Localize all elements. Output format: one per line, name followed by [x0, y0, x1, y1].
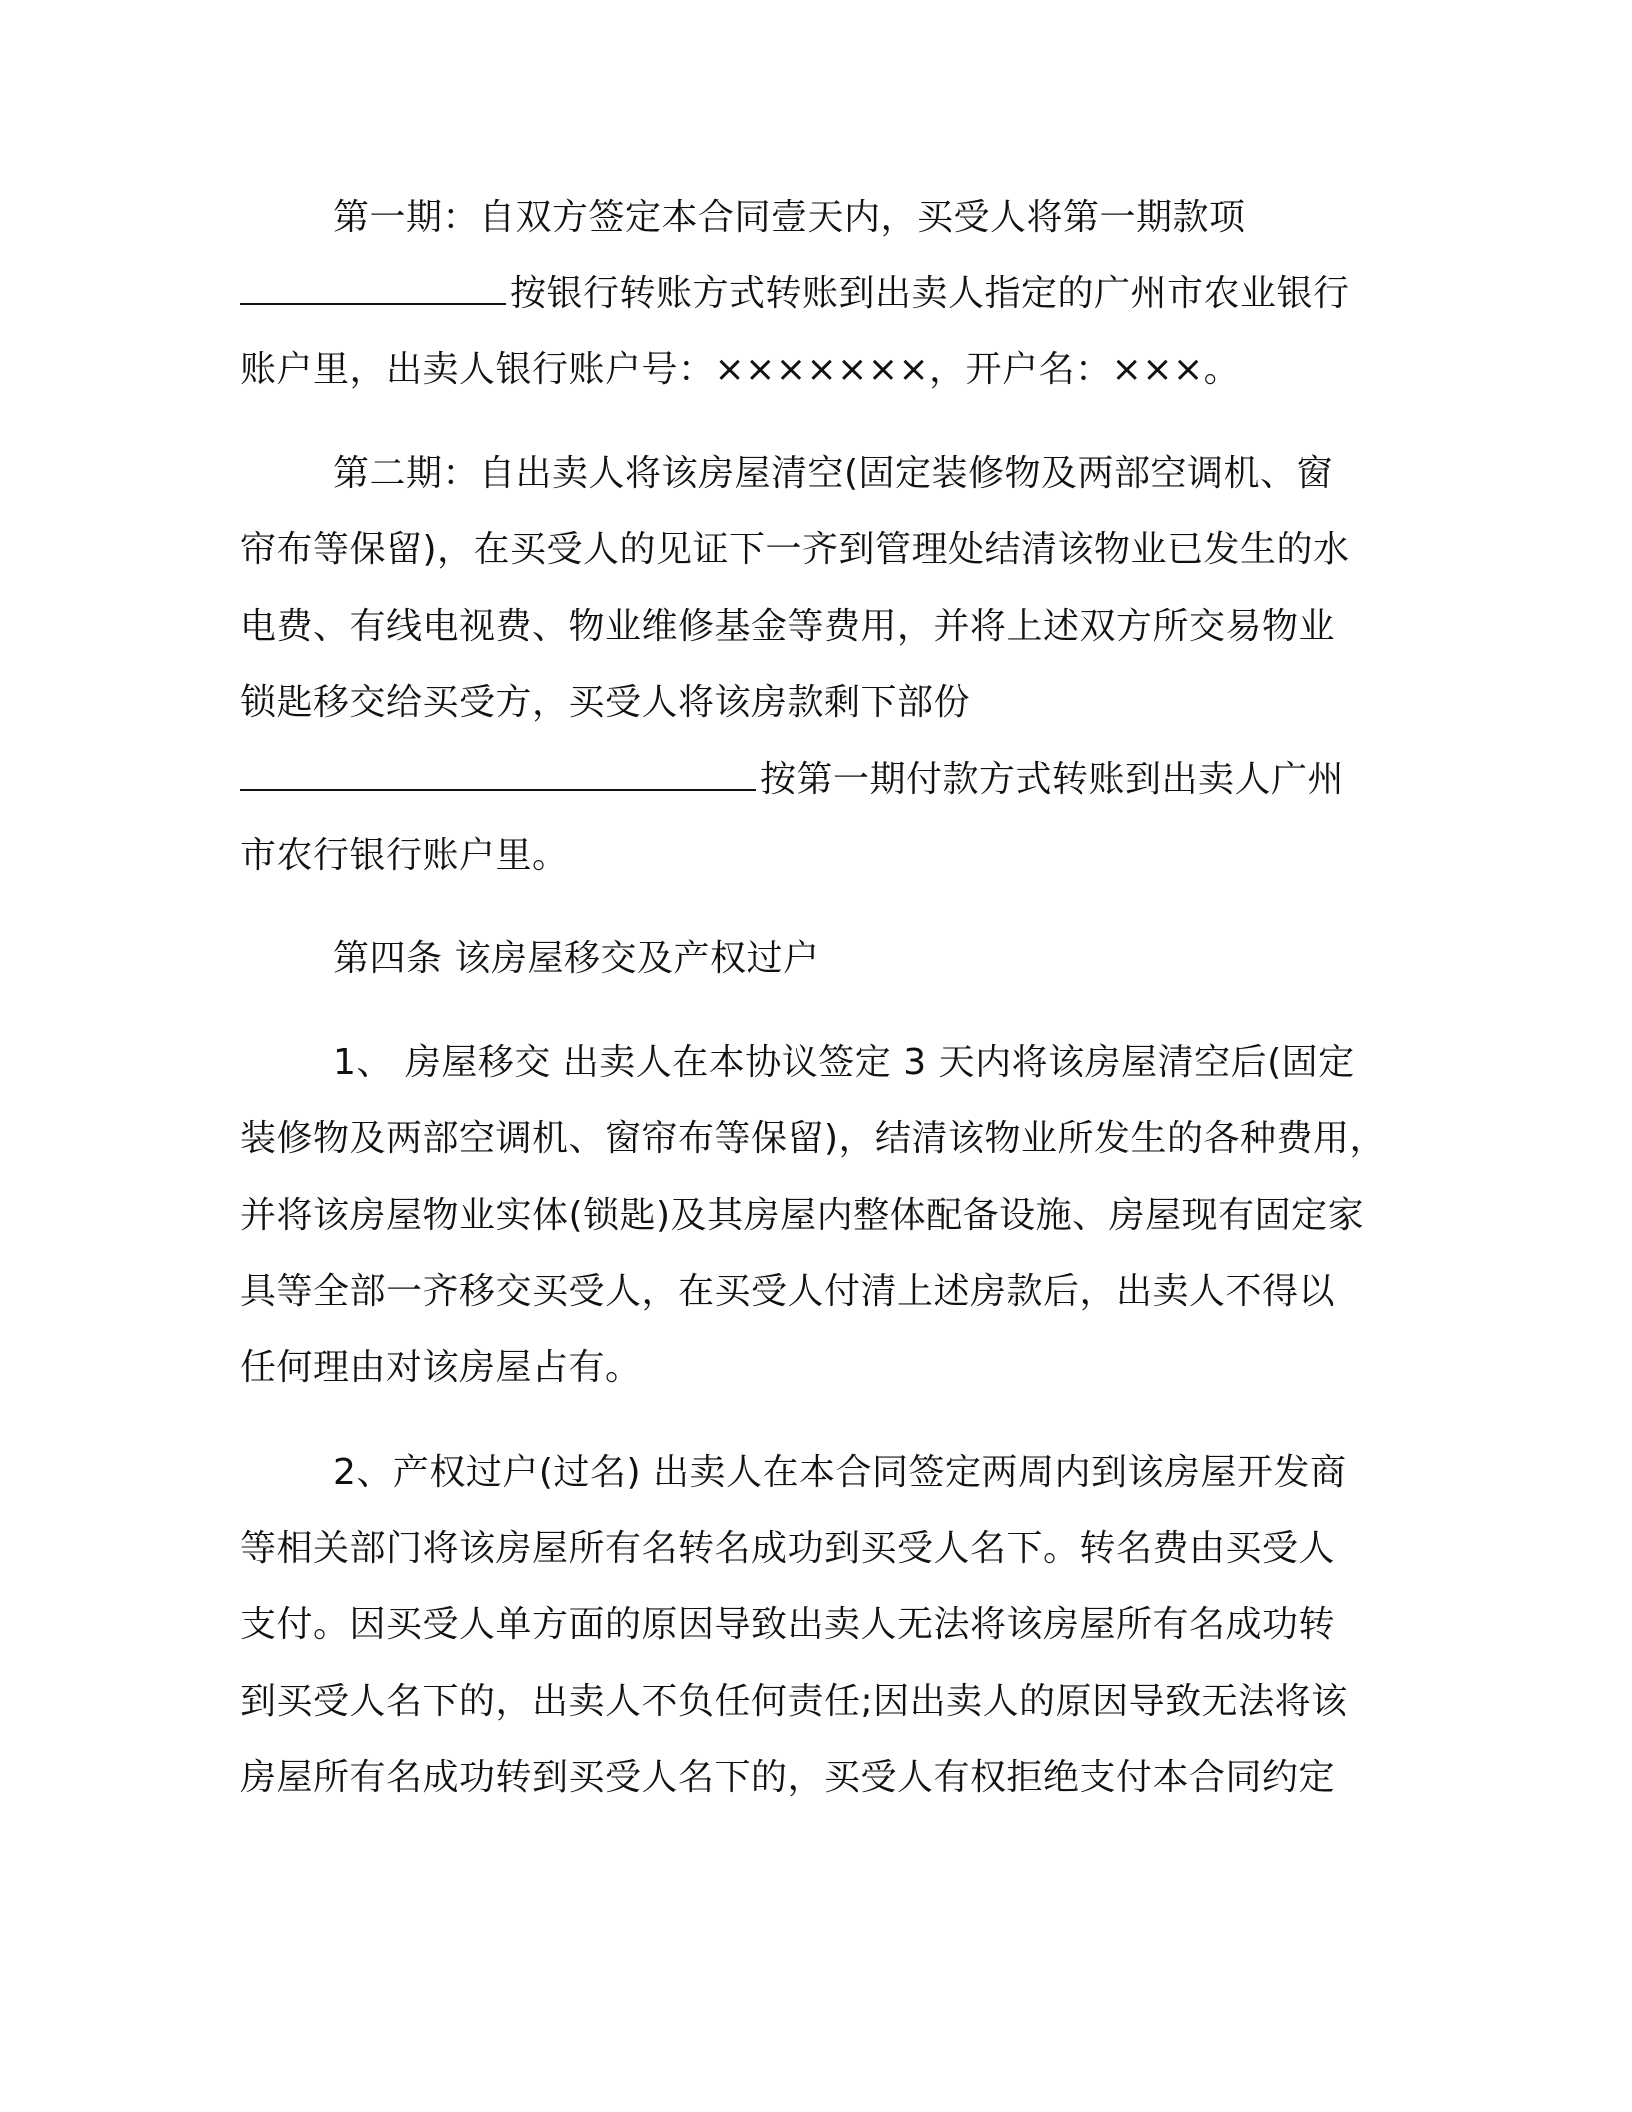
text-span: 房屋所有名成功转到买受人名下的，买受人有权拒绝支付本合同约定 — [240, 1757, 1336, 1798]
text-line — [240, 834, 569, 878]
text-span: 到买受人名下的，出卖人不负任何责任;因出卖人的原因导致无法将该 — [240, 1681, 1348, 1722]
text-span: 2、产权过户(过名) 出卖人在本合同签定两周内到该房屋开发商 — [333, 1452, 1347, 1493]
text-line — [240, 681, 970, 725]
text-line — [240, 528, 1350, 572]
text-span: 帘布等保留)，在买受人的见证下一齐到管理处结清该物业已发生的水 — [240, 529, 1350, 570]
text-span: 市农行银行账户里。 — [240, 835, 569, 876]
text-span: 支付。因买受人单方面的原因导致出卖人无法将该房屋所有名成功转 — [240, 1604, 1336, 1645]
fill-in-blank — [240, 273, 506, 305]
text-line — [240, 605, 1335, 649]
text-line — [240, 1756, 1335, 1800]
text-span: 第四条 该房屋移交及产权过户 — [333, 938, 820, 979]
text-line — [333, 1451, 1346, 1495]
text-line — [240, 1346, 642, 1390]
section-heading — [333, 937, 819, 981]
text-span: 账户里，出卖人银行账户号：×××××××，开户名：×××。 — [240, 349, 1241, 390]
text-line — [240, 1603, 1335, 1647]
text-line — [333, 1041, 1355, 1085]
text-line — [333, 452, 1333, 496]
text-span: 具等全部一齐移交买受人，在买受人付清上述房款后，出卖人不得以 — [240, 1271, 1336, 1312]
text-span: 并将该房屋物业实体(锁匙)及其房屋内整体配备设施、房屋现有固定家 — [240, 1195, 1365, 1236]
text-span: 1、 房屋移交 出卖人在本协议签定 3 天内将该房屋清空后(固定 — [333, 1042, 1355, 1083]
text-span: 第一期：自双方签定本合同壹天内，买受人将第一期款项 — [333, 197, 1246, 238]
text-line — [333, 196, 1383, 240]
text-line — [240, 1194, 1364, 1238]
text-span: 锁匙移交给买受方，买受人将该房款剩下部份 — [240, 682, 971, 723]
text-line — [240, 1680, 1348, 1724]
text-line — [240, 758, 1344, 802]
text-line — [240, 1270, 1335, 1314]
text-span: 第二期：自出卖人将该房屋清空(固定装修物及两部空调机、窗 — [333, 453, 1334, 494]
text-span: 电费、有线电视费、物业维修基金等费用，并将上述双方所交易物业 — [240, 606, 1336, 647]
text-span: 按第一期付款方式转账到出卖人广州 — [760, 759, 1345, 800]
text-span: 按银行转账方式转账到出卖人指定的广州市农业银行 — [510, 273, 1350, 314]
text-span: 装修物及两部空调机、窗帘布等保留)，结清该物业所发生的各种费用， — [240, 1118, 1387, 1159]
fill-in-blank — [240, 759, 756, 791]
text-line — [240, 272, 1350, 316]
text-span: 任何理由对该房屋占有。 — [240, 1347, 642, 1388]
text-line — [240, 1117, 1386, 1161]
text-span: 等相关部门将该房屋所有名转名成功到买受人名下。转名费由买受人 — [240, 1528, 1336, 1569]
text-line — [240, 1527, 1335, 1571]
text-line — [240, 348, 1240, 392]
